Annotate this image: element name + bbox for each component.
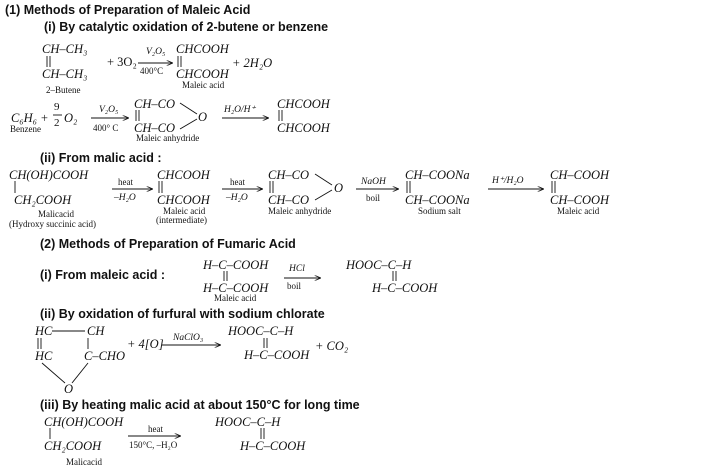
temperature-label-2: 400° C <box>93 123 119 133</box>
fumaric3-reactant-bottom: CH₂COOH <box>44 439 102 453</box>
final-top: CH–COOH <box>550 168 610 182</box>
benzene-label: Benzene <box>10 124 41 134</box>
fumaric3-heat: heat <box>148 424 163 434</box>
fumaric1-product-bottom: H–C–COOH <box>372 281 438 295</box>
oxygen-o2: O₂ <box>64 111 78 125</box>
butene-bottom: CH–CH₃ <box>42 67 88 81</box>
butene-label: 2–Butene <box>46 85 81 95</box>
fumaric1-product-top: HOOC–C–H <box>346 258 412 272</box>
fumaric1-reactant-bottom: H–C–COOH <box>203 281 269 295</box>
maleic-top: CHCOOH <box>176 42 229 56</box>
maleic-label: Maleic acid <box>182 80 225 90</box>
benzene-formula: C₆H₆ + <box>11 111 49 125</box>
fumaric3-product-top: HOOC–C–H <box>215 415 281 429</box>
intermediate-bottom: CHCOOH <box>157 193 210 207</box>
intermediate-label-2: (intermediate) <box>156 215 207 225</box>
anhydride-oxygen: O <box>198 110 208 124</box>
heading-maleic-acid: (1) Methods of Preparation of Maleic Acid <box>5 3 251 17</box>
intermediate-label: Maleic acid <box>163 206 206 216</box>
naclo3-reagent: NaClO₃ <box>173 333 204 343</box>
maleic-bottom: CHCOOH <box>176 67 229 81</box>
fumaric2-product-top: HOOC–C–H <box>228 324 294 338</box>
furan-ch-top: CH <box>87 324 105 338</box>
fumaric1-reactant-label: Maleic acid <box>214 293 257 303</box>
catalyst-v2o5: V₂O₅ <box>146 47 166 57</box>
product-top: CHCOOH <box>277 97 330 111</box>
malic-top: CH(OH)COOH <box>9 168 89 182</box>
fraction-denominator: 2 <box>54 117 60 129</box>
final-bottom: CH–COOH <box>550 193 610 207</box>
fumaric2-product-bottom: H–C–COOH <box>244 348 310 362</box>
catalyst-v2o5-2: V₂O₅ <box>99 105 119 115</box>
butene-top: CH–CH₃ <box>42 42 88 56</box>
subheading-from-malic-acid: (ii) From malic acid : <box>40 151 162 165</box>
fumaric3-conditions: 150°C, –H₂O <box>129 440 178 450</box>
anhydride2-bottom: CH–CO <box>268 193 309 207</box>
product-bottom: CHCOOH <box>277 121 330 135</box>
malic-label-2: (Hydroxy succinic acid) <box>9 219 96 229</box>
subheading-catalytic-oxidation: (i) By catalytic oxidation of 2-butene or benzene <box>44 20 329 34</box>
fumaric3-product-bottom: H–C–COOH <box>240 439 306 453</box>
anhydride2-label: Maleic anhydride <box>268 206 332 216</box>
anhydride-label: Maleic anhydride <box>136 133 200 143</box>
furan-hc-top: HC <box>35 324 53 338</box>
temperature-label: 400°C <box>140 66 164 76</box>
salt-label: Sodium salt <box>418 206 461 216</box>
salt-bottom: CH–COONa <box>405 193 470 207</box>
co2-product: + CO₂ <box>315 339 349 353</box>
anhydride-bottom: CH–CO <box>134 121 175 135</box>
final-label: Maleic acid <box>557 206 600 216</box>
oxygen-reagent: + 3O₂ <box>107 55 137 69</box>
hydrolysis-reagent: H₂O/H⁺ <box>224 105 256 115</box>
furan-c-cho: C–CHO <box>84 349 125 363</box>
fumaric1-reactant-top: H–C–COOH <box>203 258 269 272</box>
heat-label-2: heat <box>230 177 245 187</box>
acid-hydrolysis: H⁺/H₂O <box>492 176 524 186</box>
anhydride2-top: CH–CO <box>268 168 309 182</box>
intermediate-top: CHCOOH <box>157 168 210 182</box>
subheading-heating-malic-acid: (iii) By heating malic acid at about 150°C for long time <box>40 398 360 412</box>
furan-hc-bottom: HC <box>35 349 53 363</box>
heading-fumaric-acid: (2) Methods of Preparation of Fumaric Acid <box>40 237 296 251</box>
dehydration-2: –H₂O <box>226 193 248 203</box>
subheading-from-maleic-acid: (i) From maleic acid : <box>40 268 166 282</box>
heat-label-1: heat <box>118 177 133 187</box>
malic-bottom: CH₂COOH <box>14 193 72 207</box>
water-product: + 2H₂O <box>232 56 273 70</box>
hcl-reagent: HCl <box>289 264 305 274</box>
salt-top: CH–COONa <box>405 168 470 182</box>
naoh-reagent: NaOH <box>361 177 386 187</box>
boil-label: boil <box>366 193 381 203</box>
fumaric1-boil: boil <box>287 281 302 291</box>
dehydration-1: –H₂O <box>114 193 136 203</box>
fumaric3-reactant-top: CH(OH)COOH <box>44 415 124 429</box>
anhydride2-oxygen: O <box>334 181 344 195</box>
fraction-numerator: 9 <box>54 101 60 113</box>
fumaric3-reactant-label: Malicacid <box>66 457 102 467</box>
subheading-furfural-oxidation: (ii) By oxidation of furfural with sodium chlorate <box>40 307 325 321</box>
oxygen-atoms: + 4[O] <box>127 337 164 351</box>
anhydride-top: CH–CO <box>134 97 175 111</box>
furan-ring-oxygen: O <box>64 382 74 396</box>
malic-label: Malicacid <box>38 209 74 219</box>
